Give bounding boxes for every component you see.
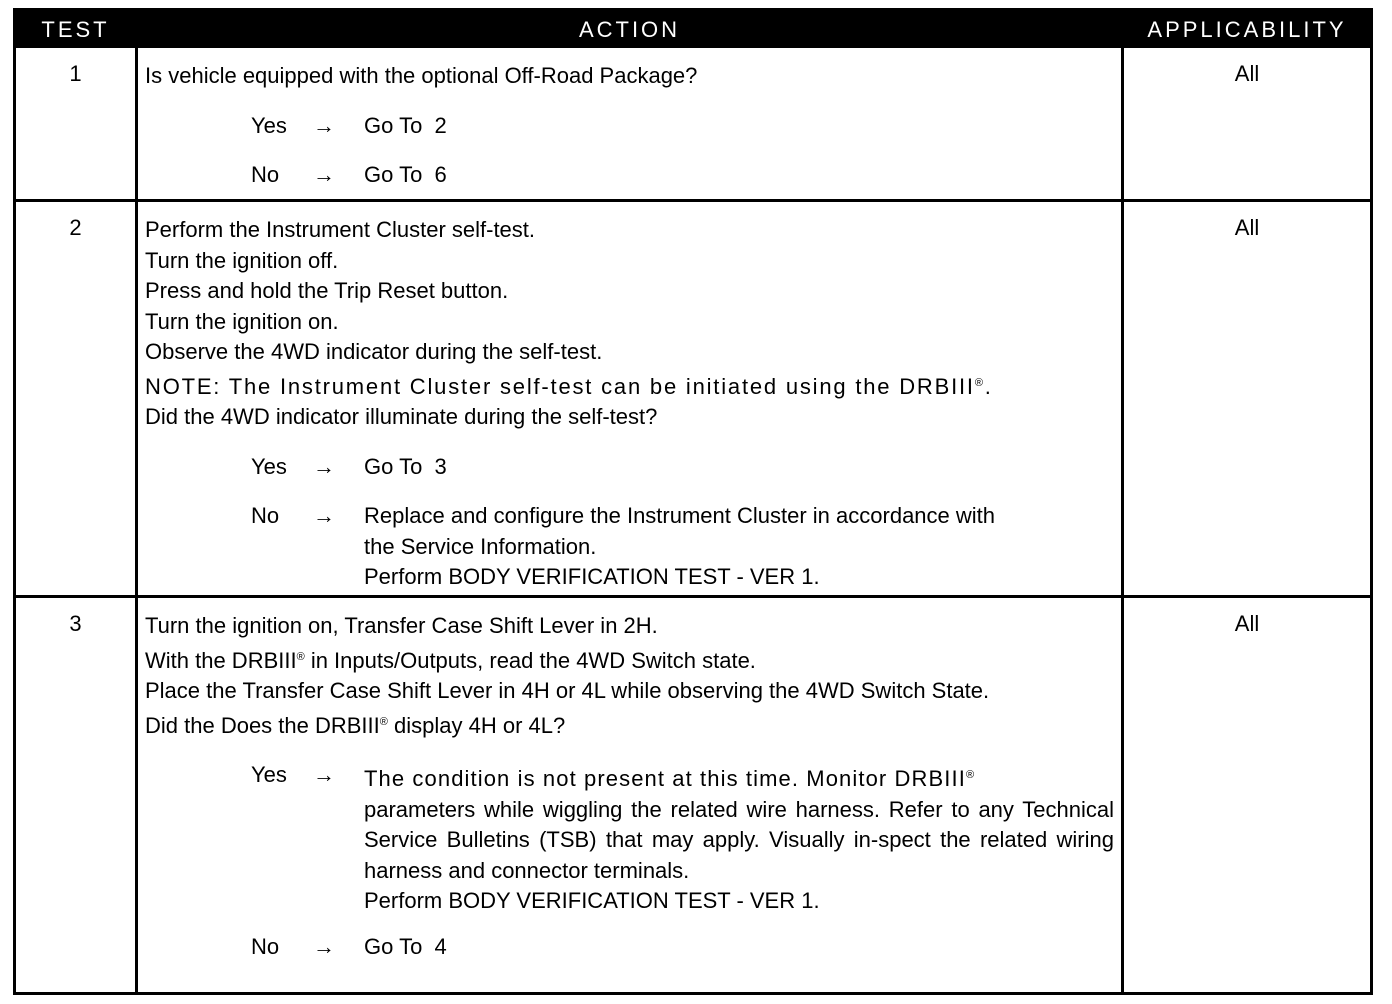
result-paragraph: parameters while wiggling the related wire harness. Refer to any Technical Service Bulletins (TSB) that may apply. Visually in-spect the related wiring harness and connector terminals. [364, 796, 1114, 883]
test-number: 1 [69, 61, 82, 86]
step-text: in Inputs/Outputs, read the 4WD Switch state. [304, 647, 756, 673]
header-applicability: APPLICABILITY [1147, 17, 1347, 42]
registered-mark: ® [296, 650, 305, 663]
yes-branch [145, 760, 1113, 913]
action-cell [145, 61, 1113, 191]
yes-result: Go To 3 [364, 453, 447, 479]
note-text: NOTE: The Instrument Cluster self-test can be initiated using the DRBIII [145, 373, 975, 399]
no-result: Go To 6 [364, 162, 447, 187]
no-label: No [251, 933, 280, 959]
arrow-icon: → [313, 762, 335, 787]
note-period: . [984, 373, 993, 399]
yes-label: Yes [251, 453, 287, 479]
step-text: Did the Does the DRBIII [145, 712, 380, 738]
action-step: Press and hold the Trip Reset button. [145, 278, 509, 303]
arrow-icon: → [313, 112, 335, 138]
action-cell [145, 611, 1113, 962]
action-note [145, 368, 1113, 403]
applicability-value: All [1234, 61, 1260, 86]
test-number: 3 [69, 611, 82, 636]
yes-result [364, 760, 1114, 917]
action-step: Turn the ignition on, Transfer Case Shift Lever in 2H. [145, 613, 658, 638]
registered-mark: ® [974, 376, 985, 389]
table-row [16, 202, 1370, 595]
yes-label: Yes [251, 112, 287, 138]
action-step: Did the 4WD indicator illuminate during the self-test? [145, 404, 658, 429]
registered-mark: ® [379, 715, 388, 728]
step-text: With the DRBIII [145, 647, 297, 673]
header-action: ACTION [578, 17, 681, 42]
table-header [16, 11, 1370, 48]
arrow-icon: → [313, 503, 335, 528]
test-number: 2 [69, 215, 82, 240]
applicability-value: All [1234, 611, 1260, 636]
result-line: the Service Information. [364, 533, 597, 559]
action-step: Place the Transfer Case Shift Lever in 4H or 4L while observing the 4WD Switch State. [145, 678, 990, 703]
action-cell [145, 215, 1113, 593]
action-step: Turn the ignition off. [145, 247, 339, 273]
result-line: Perform BODY VERIFICATION TEST - VER 1. [364, 888, 820, 913]
no-result: Go To 4 [364, 933, 447, 959]
no-label: No [251, 503, 280, 528]
action-step [145, 642, 1113, 677]
no-label: No [251, 162, 280, 187]
applicability-value: All [1234, 215, 1260, 240]
result-text: The condition is not present at this time. Monitor DRBIII [364, 766, 966, 791]
action-step [145, 707, 1113, 742]
result-line: Perform BODY VERIFICATION TEST - VER 1. [364, 564, 820, 589]
arrow-icon: → [313, 453, 335, 479]
result-line [364, 760, 1114, 795]
action-step: Perform the Instrument Cluster self-test. [145, 217, 536, 242]
result-line: Replace and configure the Instrument Cluster in accordance with [364, 503, 996, 528]
action-step: Observe the 4WD indicator during the self-test. [145, 339, 603, 364]
no-branch [145, 501, 1113, 593]
action-step: Is vehicle equipped with the optional Off-Road Package? [145, 63, 698, 88]
yes-branch [145, 452, 1113, 483]
yes-label: Yes [251, 762, 287, 787]
arrow-icon: → [313, 933, 335, 959]
no-result [364, 501, 1114, 593]
diagnostic-test-table [13, 8, 1373, 995]
step-text: display 4H or 4L? [387, 712, 566, 738]
yes-result: Go To 2 [364, 112, 447, 138]
no-branch [145, 160, 1113, 191]
registered-mark: ® [965, 769, 976, 781]
table-row [16, 598, 1370, 992]
action-step: Turn the ignition on. [145, 308, 339, 334]
header-test: TEST [41, 17, 110, 42]
yes-branch [145, 111, 1113, 142]
arrow-icon: → [313, 162, 335, 187]
table-row [16, 48, 1370, 199]
no-branch [145, 932, 1113, 963]
